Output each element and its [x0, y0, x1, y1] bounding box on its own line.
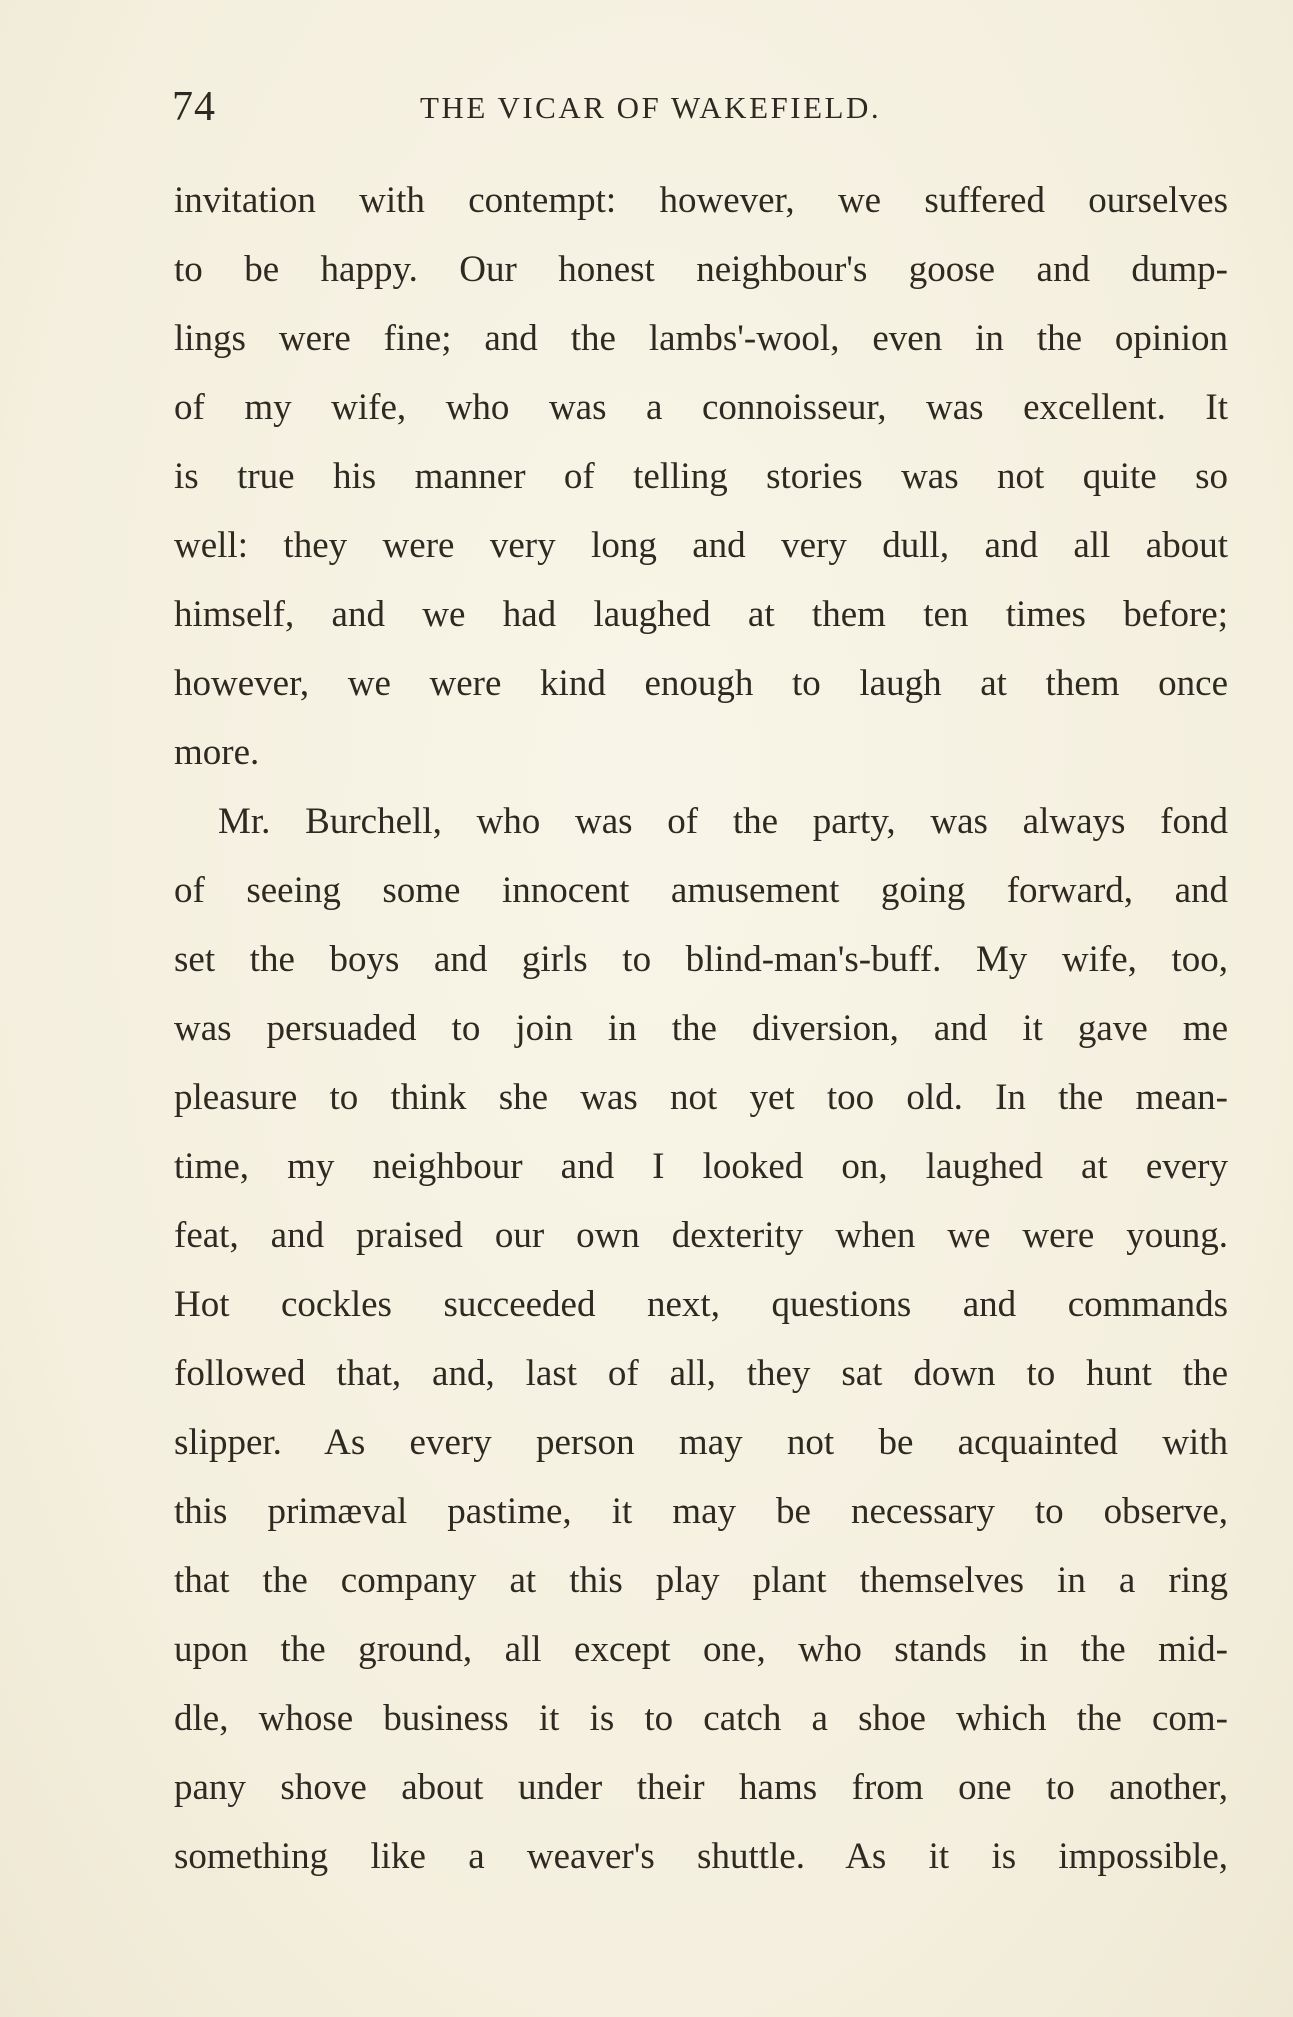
text-line: pany shove about under their hams from one to another, [174, 1767, 1228, 1808]
text-line: dle, whose business it is to catch a shoe which the com- [174, 1698, 1228, 1739]
running-head [172, 82, 1232, 132]
text-line: feat, and praised our own dexterity when we were young. [174, 1215, 1228, 1256]
text-line: pleasure to think she was not yet too old. In the mean- [174, 1077, 1228, 1118]
paragraph-start-line: Mr. Burchell, who was of the party, was always fond [218, 801, 1228, 842]
text-line: himself, and we had laughed at them ten times before; [174, 594, 1228, 635]
text-line: however, we were kind enough to laugh at them once [174, 663, 1228, 704]
text-line: of seeing some innocent amusement going forward, and [174, 870, 1228, 911]
text-line: was persuaded to join in the diversion, and it gave me [174, 1008, 1228, 1049]
text-line: something like a weaver's shuttle. As it is impossible, [174, 1836, 1228, 1877]
text-line: of my wife, who was a connoisseur, was excellent. It [174, 387, 1228, 428]
page-number: 74 [172, 84, 216, 130]
text-line: time, my neighbour and I looked on, laughed at every [174, 1146, 1228, 1187]
paragraph-end-line: more. [174, 732, 260, 773]
text-line: Hot cockles succeeded next, questions and commands [174, 1284, 1228, 1325]
text-line: invitation with contempt: however, we suffered ourselves [174, 180, 1228, 221]
text-line: well: they were very long and very dull, and all about [174, 525, 1228, 566]
text-line: set the boys and girls to blind-man's-buff. My wife, too, [174, 939, 1228, 980]
text-line: followed that, and, last of all, they sat down to hunt the [174, 1353, 1228, 1394]
text-line: this primæval pastime, it may be necessary to observe, [174, 1491, 1228, 1532]
running-title: THE VICAR OF WAKEFIELD. [420, 90, 882, 125]
text-line: lings were fine; and the lambs'-wool, even in the opinion [174, 318, 1228, 359]
body-text [174, 166, 1228, 1891]
text-line: upon the ground, all except one, who stands in the mid- [174, 1629, 1228, 1670]
text-line: is true his manner of telling stories was not quite so [174, 456, 1228, 497]
text-line: slipper. As every person may not be acquainted with [174, 1422, 1228, 1463]
text-line: to be happy. Our honest neighbour's goose and dump- [174, 249, 1228, 290]
text-line: that the company at this play plant themselves in a ring [174, 1560, 1228, 1601]
